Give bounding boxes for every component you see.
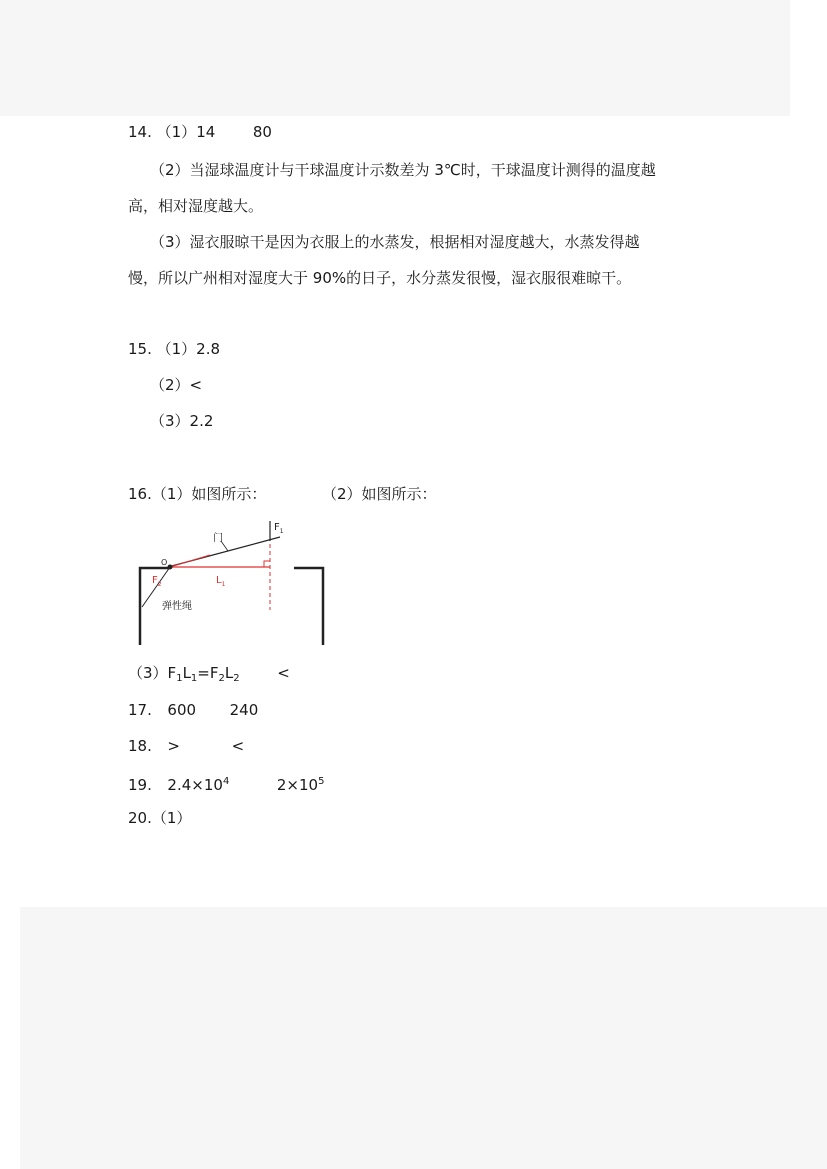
right-angle-mark [264,561,270,567]
q16-line-1 [128,484,266,504]
door-lever-diagram [130,515,340,650]
q16-part3-compare: < [277,664,290,682]
q18-answer-a: > [167,737,180,755]
q17-line [128,700,258,720]
q19-answer-a: $2.4\times 10^4$ [167,776,230,794]
q15-part2: （2）< [150,376,203,394]
q16-part2: （2）如图所示： [322,485,437,503]
q15-line-3 [150,411,213,431]
q14-part3-text-1: 湿衣服晾干是因为衣服上的水蒸发，根据相对湿度越大，水蒸发得越 [189,233,640,251]
label-f2: $F_2$ [152,575,162,588]
q14-part3-text-2: 慢，所以广州相对湿度大于 90%的日子，水分蒸发很慢，湿衣服很难晾干。 [128,269,632,287]
q14-line-1 [128,122,272,142]
q20-line [128,808,191,828]
q19-answer-b: $2\times 10^5$ [276,776,325,794]
q15-part3: （3）2.2 [150,412,214,430]
q14-part1-answer-b: 80 [252,123,272,141]
q14-part3-line-2 [128,268,631,288]
scan-margin-bottom [20,907,827,1169]
q14-part2-label: （2） [150,161,190,179]
q14-part2-line-2 [128,196,263,216]
q16-part2-line [322,484,437,504]
q16-part1: （1）如图所示： [151,485,267,503]
q14-number: 14. [128,123,152,141]
q16-formula: $F_1L_1=F_2L_2$ [167,664,240,684]
q14-part3-label: （3） [150,233,190,251]
door-lever-svg [130,515,340,650]
label-elastic-rope: 弹性绳 [162,601,192,612]
q18-number: 18. [128,737,152,755]
label-o: O [161,558,168,567]
q17-answer-b: 240 [229,701,259,719]
q19-number: 19. [128,776,152,794]
label-l1: $L_1$ [216,575,226,588]
q14-part1-label: （1） [156,123,197,141]
q15-number: 15. [128,340,152,358]
q18-answer-b: < [231,737,245,755]
right-wall [294,568,323,645]
q14-part2-line-1 [150,160,656,180]
q16-part3-line [128,663,290,689]
pivot-point [168,565,173,570]
label-f1: $F_1$ [274,522,284,535]
q15-part1: （1）2.8 [156,340,221,358]
q14-part1-answer-a: 14 [196,123,216,141]
q17-answer-a: 600 [167,701,197,719]
q18-line [128,736,244,756]
label-door: 门 [213,533,223,544]
q20-part1: （1） [151,809,192,827]
q16-number: 16. [128,485,152,503]
q14-part2-text-1: 当湿球温度计与干球温度计示数差为 3℃时，干球温度计测得的温度越 [189,161,656,179]
q17-number: 17. [128,701,152,719]
q14-part2-text-2: 高，相对湿度越大。 [128,197,264,215]
q15-line-2 [150,375,202,395]
q15-line-1 [128,339,220,359]
q20-number: 20. [128,809,152,827]
q19-line [128,772,324,795]
f2-arrow [170,555,210,567]
q14-part3-line-1 [150,232,640,252]
scan-margin-top [0,0,790,116]
q16-part3-label: （3） [128,664,168,682]
